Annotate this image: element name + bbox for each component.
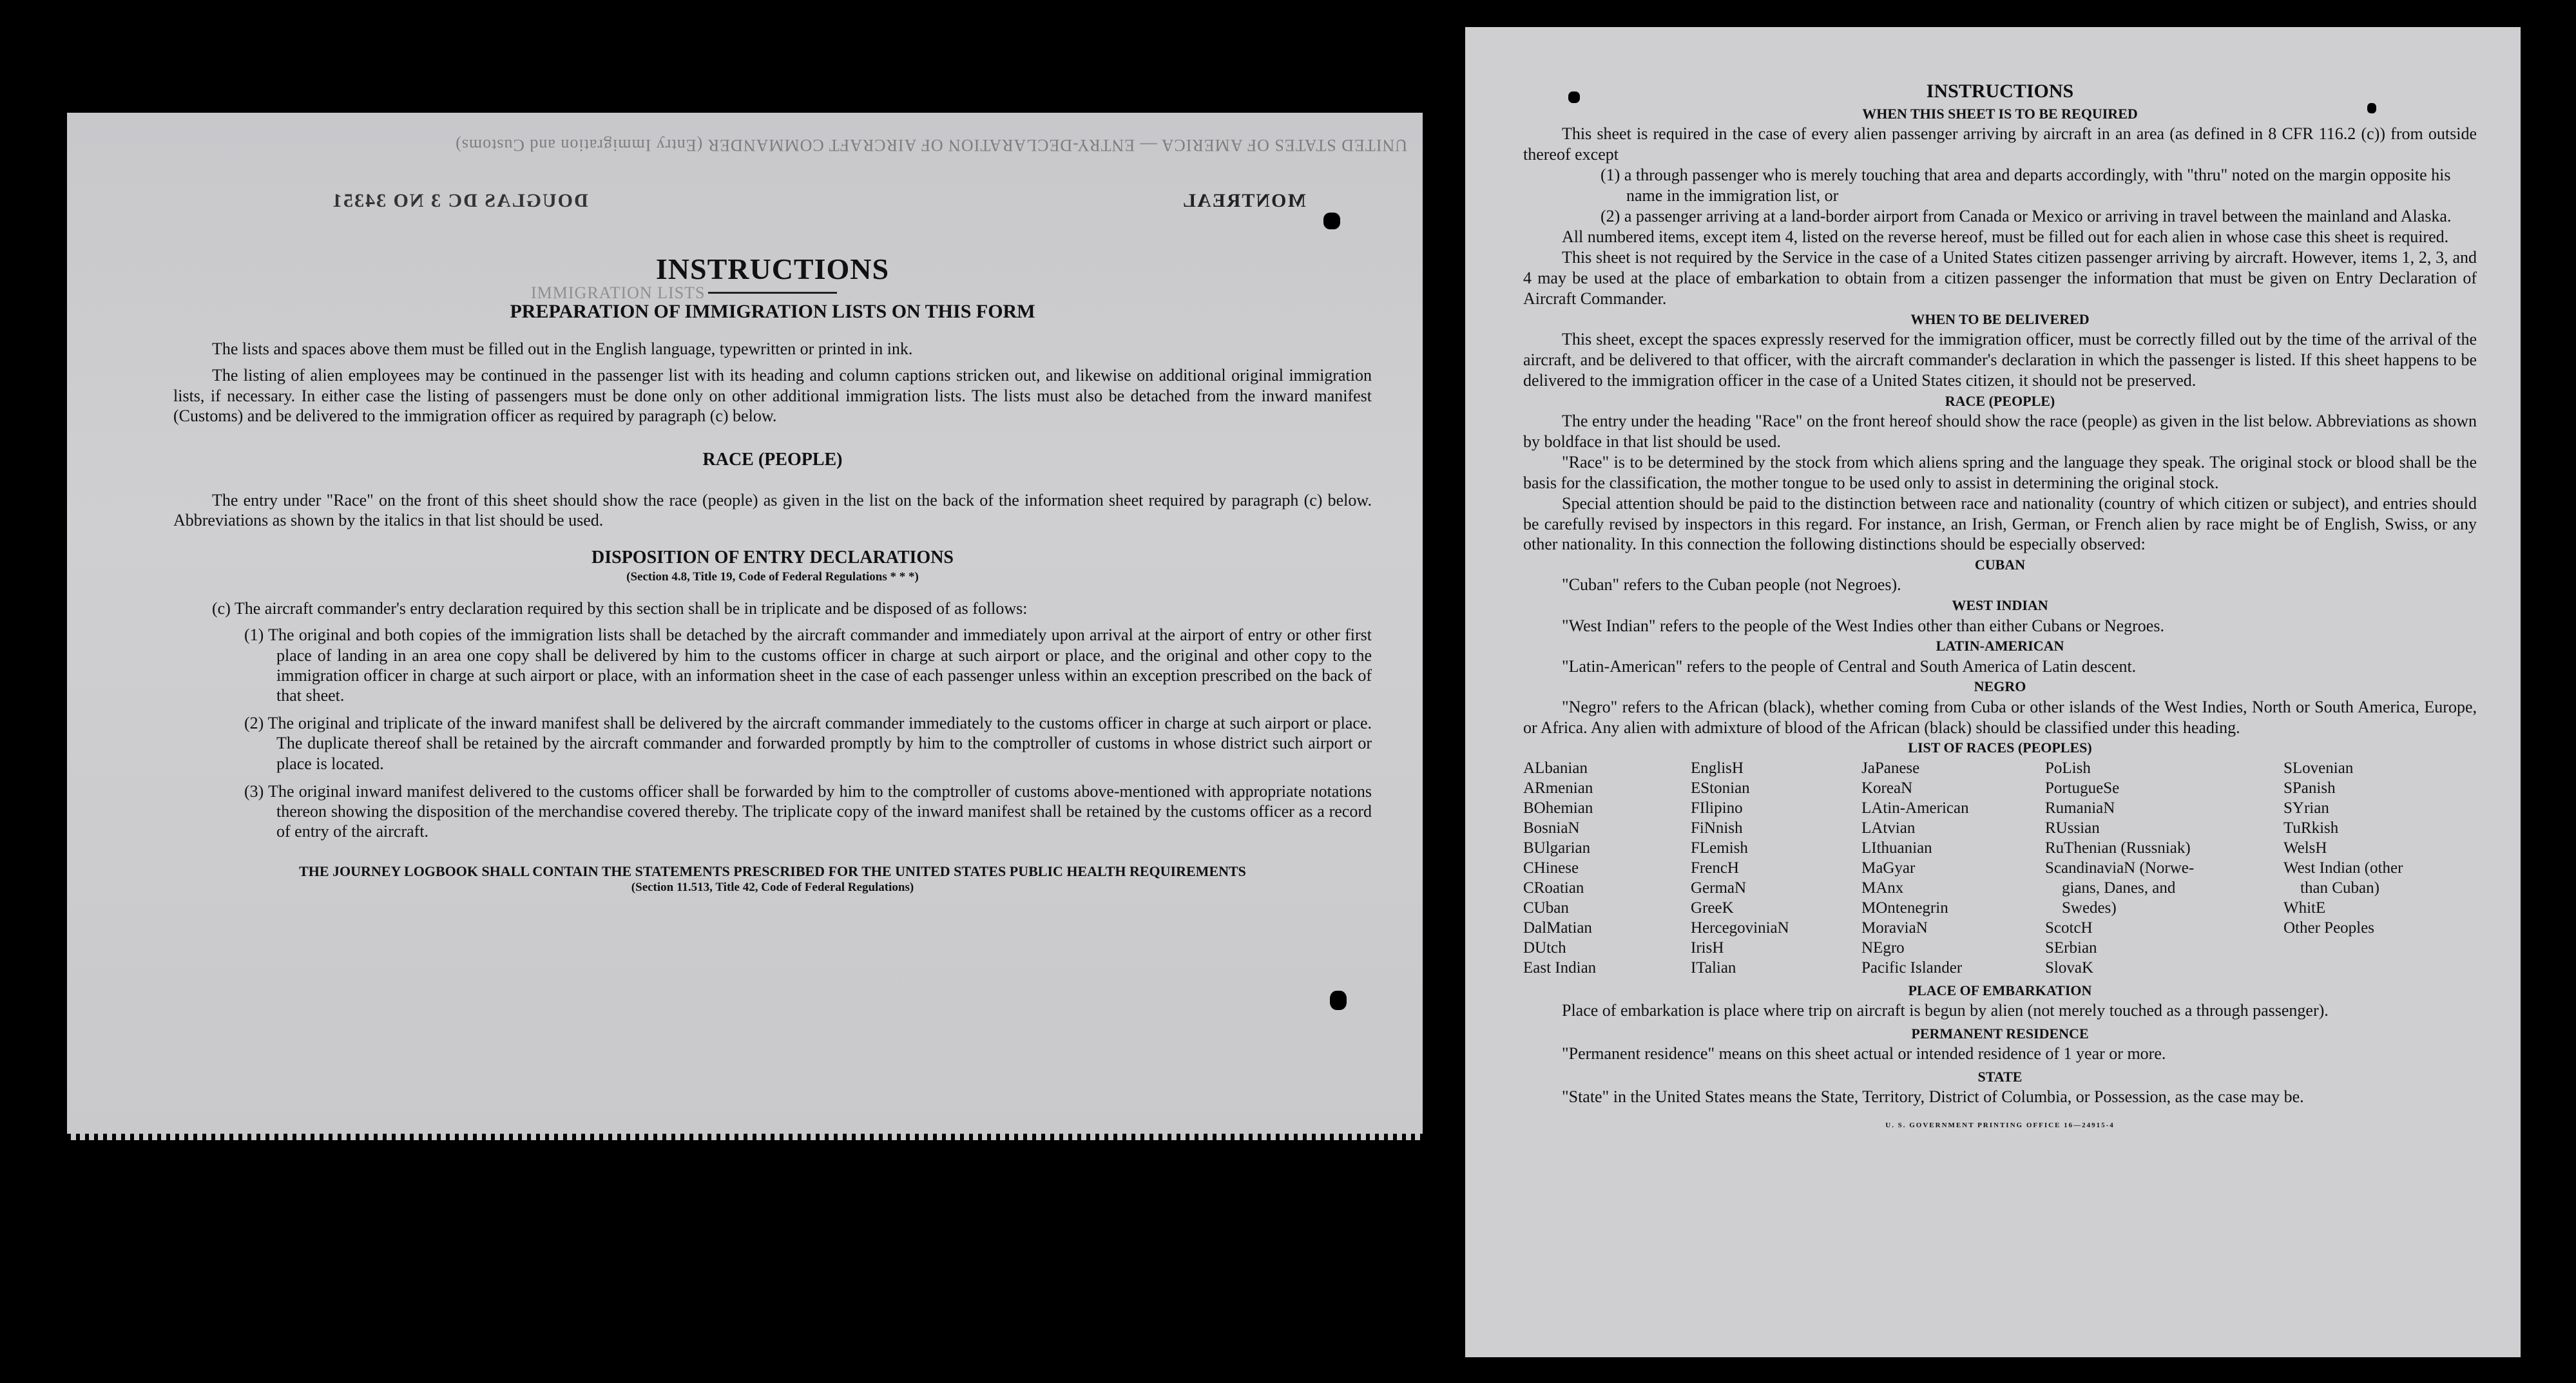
disposition-intro: (c) The aircraft commander's entry declaration required by this section shall be in triplicate and be disposed of as follows: xyxy=(212,599,1028,618)
race-entry: RumaniaN xyxy=(2045,799,2115,817)
race-entry: ARmenian xyxy=(1523,779,1593,797)
title-rule xyxy=(708,292,837,294)
race-entry: FIlipino xyxy=(1691,799,1743,817)
race-entry: DalMatian xyxy=(1523,919,1592,937)
paragraph: All numbered items, except item 4, listed on the reverse hereof, must be filled out for each alien in whose case this sheet is required. xyxy=(1562,227,2449,246)
race-entry: ScandinaviaN (Norwe- xyxy=(2045,859,2195,877)
page-title: INSTRUCTIONS xyxy=(1926,81,2074,102)
section-heading-disposition: DISPOSITION OF ENTRY DECLARATIONS xyxy=(591,547,954,568)
section-heading: RACE (PEOPLE) xyxy=(1945,392,2055,409)
race-entry: ITalian xyxy=(1691,959,1736,977)
page-title: INSTRUCTIONS xyxy=(655,253,890,285)
disposition-citation: (Section 4.8, Title 19, Code of Federal Regulations * * *) xyxy=(626,569,919,584)
race-entry: DUtch xyxy=(1523,939,1566,957)
paragraph: The entry under the heading "Race" on the front hereof should show the race (people) as given in the list below. Abbreviations as shown by boldface in that list should be used. xyxy=(1523,411,2477,451)
race-entry: ScotcH xyxy=(2045,919,2093,937)
race-entry: LIthuanian xyxy=(1861,839,1932,857)
races-column xyxy=(1861,758,2045,978)
printing-office-imprint: U. S. GOVERNMENT PRINTING OFFICE 16—24915-4 xyxy=(1885,1121,2115,1129)
list-item: (1) The original and both copies of the immigration lists shall be detached by the aircraft commander and immediately upon arrival at the airport of entry or other first place of landing in an area one copy shall be delivered by him to the customs officer in charge at such airport or place, and the original and other copy to the immigration officer in charge at such airport or place, with an information sheet in the case of each passenger unless within an exception prescribed on the back of that sheet. xyxy=(244,625,1372,705)
race-entry: HercegoviniaN xyxy=(1691,919,1789,937)
paragraph: "Race" is to be determined by the stock from which aliens spring and the language they speak. The original stock or blood shall be the basis for the classification, the mother tongue to be used only to assist in determining the original stock. xyxy=(1523,452,2477,492)
race-entry: LAtin-American xyxy=(1861,799,1969,817)
race-entry: EnglisH xyxy=(1691,759,1744,777)
section-heading: WHEN TO BE DELIVERED xyxy=(1910,310,2090,327)
race-entry: CUban xyxy=(1523,899,1569,917)
right-document-sheet xyxy=(1465,27,2521,1357)
bleed-through-header: IMMIGRATION LISTS xyxy=(531,283,706,302)
list-item: (1) a through passenger who is merely touching that area and departs accordingly, with "thru" noted on the margin opposite his name in the immigration list, or xyxy=(1600,165,2451,205)
race-entry: RUssian xyxy=(2045,819,2100,837)
race-entry: RuThenian (Russniak) xyxy=(2045,839,2191,857)
section-heading-race: RACE (PEOPLE) xyxy=(702,449,843,470)
paragraph: Special attention should be paid to the distinction between race and nationality (country of which citizen or subject), and entries should be carefully revised by inspectors in this regard. For instance, an Irish, German, or French alien by race might be of English, Swiss, or any other nationality. In this connection the following distinctions should be especially observed: xyxy=(1523,493,2477,554)
race-entry: SlovaK xyxy=(2045,959,2093,977)
ink-blot xyxy=(1323,213,1340,229)
race-entry: PoLish xyxy=(2045,759,2091,777)
paragraph: This sheet is not required by the Service in the case of a United States citizen passenger arriving by aircraft. However, items 1, 2, 3, and 4 may be used at the place of embarkation to obtain from a citizen passenger the information that must be given on Entry Declaration of Aircraft Commander. xyxy=(1523,247,2477,308)
paragraph: "Latin-American" refers to the people of Central and South America of Latin descent. xyxy=(1562,656,2137,676)
footer-citation: (Section 11.513, Title 42, Code of Federal Regulations) xyxy=(631,880,914,894)
race-entry: CHinese xyxy=(1523,859,1579,877)
race-entry: TuRkish xyxy=(2283,819,2339,837)
bleed-through-text: UNITED STATES OF AMERICA — ENTRY-DECLARATION OF AIRCRAFT COMMANDER (Entry Immigration and Customs) xyxy=(455,136,1407,155)
race-entry: BUlgarian xyxy=(1523,839,1591,857)
race-entry: gians, Danes, and xyxy=(2062,879,2176,897)
race-entry: FrencH xyxy=(1691,859,1739,877)
race-entry: GermaN xyxy=(1691,879,1747,897)
race-entry: WelsH xyxy=(2283,839,2327,857)
race-entry: CRoatian xyxy=(1523,879,1584,897)
race-entry: East Indian xyxy=(1523,959,1597,977)
list-item: (2) The original and triplicate of the inward manifest shall be delivered by the aircraft commander immediately to the customs officer in charge at such airport or place. The duplicate thereof shall be retained by the aircraft commander and forwarded promptly by him to the comptroller of customs in whose district such airport or place is located. xyxy=(244,714,1372,773)
race-entry: SPanish xyxy=(2283,779,2336,797)
section-heading: WHEN THIS SHEET IS TO BE REQUIRED xyxy=(1862,105,2138,122)
races-column xyxy=(2283,758,2451,978)
section-heading: LATIN-AMERICAN xyxy=(1936,638,2064,654)
list-item: (2) a passenger arriving at a land-border airport from Canada or Mexico or arriving in travel between the mainland and Alaska. xyxy=(1600,206,2452,225)
race-entry: EStonian xyxy=(1691,779,1750,797)
paragraph: The lists and spaces above them must be filled out in the English language, typewritten or printed in ink. xyxy=(212,339,913,359)
left-instructions xyxy=(173,251,1372,895)
race-entry: Swedes) xyxy=(2062,899,2117,917)
section-heading-preparation: PREPARATION OF IMMIGRATION LISTS ON THIS FORM xyxy=(510,301,1035,323)
paragraph: "Negro" refers to the African (black), whether coming from Cuba or other islands of the West Indies, North or South America, Europe, or Africa. Any alien with admixture of blood of the African (black) should be classified under this heading. xyxy=(1523,697,2477,737)
race-entry: NEgro xyxy=(1861,939,1905,957)
ink-blot xyxy=(1568,91,1580,103)
paragraph: "West Indian" refers to the people of the West Indies other than either Cubans or Negroes. xyxy=(1562,616,2164,635)
footer-statement: THE JOURNEY LOGBOOK SHALL CONTAIN THE STATEMENTS PRESCRIBED FOR THE UNITED STATES PUBLIC HEALTH REQUIREMENTS xyxy=(299,863,1246,880)
perforated-edge xyxy=(67,1134,1423,1143)
race-entry: SErbian xyxy=(2045,939,2097,957)
races-column xyxy=(2045,758,2283,978)
race-entry: ALbanian xyxy=(1523,759,1588,777)
ink-blot xyxy=(1330,991,1347,1010)
race-entry: Pacific Islander xyxy=(1861,959,1963,977)
race-entry: than Cuban) xyxy=(2300,879,2379,897)
list-item: (3) The original inward manifest delivered to the customs officer shall be forwarded by him to the comptroller of customs above-mentioned with appropriate notations thereon showing the disposition of the merchandise covered thereby. The triplicate copy of the inward manifest shall be retained by the customs officer as a record of entry of the aircraft. xyxy=(244,781,1372,841)
paragraph: This sheet is required in the case of every alien passenger arriving by aircraft in an area (as defined in 8 CFR 116.2 (c)) from outside thereof except xyxy=(1523,124,2477,164)
race-entry: Other Peoples xyxy=(2283,919,2374,937)
paragraph: Place of embarkation is place where trip on aircraft is begun by alien (not merely touched as a through passenger). xyxy=(1562,1000,2329,1020)
section-heading: LIST OF RACES (PEOPLES) xyxy=(1908,739,2092,756)
section-heading: PLACE OF EMBARKATION xyxy=(1908,982,2092,998)
section-heading: NEGRO xyxy=(1974,678,2026,695)
race-entry: MoraviaN xyxy=(1861,919,1928,937)
races-list xyxy=(1523,758,2477,978)
race-entry: BOhemian xyxy=(1523,799,1593,817)
section-heading: STATE xyxy=(1977,1068,2023,1085)
race-entry: West Indian (other xyxy=(2283,859,2403,877)
section-heading: PERMANENT RESIDENCE xyxy=(1911,1025,2089,1042)
race-entry: IrisH xyxy=(1691,939,1724,957)
race-entry: LAtvian xyxy=(1861,819,1916,837)
race-entry: BosniaN xyxy=(1523,819,1580,837)
races-column xyxy=(1523,758,1691,978)
race-entry: FLemish xyxy=(1691,839,1748,857)
race-entry: GreeK xyxy=(1691,899,1734,917)
race-entry: SYrian xyxy=(2283,799,2329,817)
race-entry: MaGyar xyxy=(1861,859,1916,877)
section-heading: WEST INDIAN xyxy=(1952,597,2048,614)
race-paragraph: The entry under "Race" on the front of this sheet should show the race (people) as given in the list on the back of the information sheet required by paragraph (c) below. Abbreviations as shown by the italics in that list should be used. xyxy=(173,490,1372,529)
section-heading: CUBAN xyxy=(1974,557,2026,573)
race-entry: FiNnish xyxy=(1691,819,1743,837)
ghost-city-text: MONTREAL xyxy=(1182,190,1306,211)
race-entry: JaPanese xyxy=(1861,759,1920,777)
paragraph: "Permanent residence" means on this sheet actual or intended residence of 1 year or more. xyxy=(1562,1044,2166,1063)
race-entry: WhitE xyxy=(2283,899,2326,917)
paragraph: "Cuban" refers to the Cuban people (not Negroes). xyxy=(1562,575,1901,595)
paragraph: "State" in the United States means the State, Territory, District of Columbia, or Possession, as the case may be. xyxy=(1562,1087,2304,1106)
paragraph: The listing of alien employees may be continued in the passenger list with its heading and column captions stricken out, and likewise on additional original immigration lists, if necessary. In either case the listing of passengers must be done only on other additional immigration lists. The lists must also be detached from the inward manifest (Customs) and be delivered to the immigration officer as required by paragraph (c) below. xyxy=(173,366,1372,425)
race-entry: KoreaN xyxy=(1861,779,1913,797)
race-entry: MAnx xyxy=(1861,879,1904,897)
races-column xyxy=(1691,758,1861,978)
ink-blot xyxy=(2367,103,2376,113)
race-entry: MOntenegrin xyxy=(1861,899,1948,917)
race-entry: PortugueSe xyxy=(2045,779,2120,797)
race-entry: SLovenian xyxy=(2283,759,2354,777)
left-document-sheet xyxy=(67,113,1423,1140)
right-instructions xyxy=(1523,80,2477,1130)
paragraph: This sheet, except the spaces expressly reserved for the immigration officer, must be correctly filled out by the time of the arrival of the aircraft, and be delivered to that officer, with the aircraft commander's declaration in which the passenger is listed. If this sheet happens to be delivered to the immigration officer in the case of a United States citizen, it should not be preserved. xyxy=(1523,329,2477,390)
ghost-aircraft-text: DOUGLAS DC 3 NO 34351 xyxy=(331,190,588,211)
